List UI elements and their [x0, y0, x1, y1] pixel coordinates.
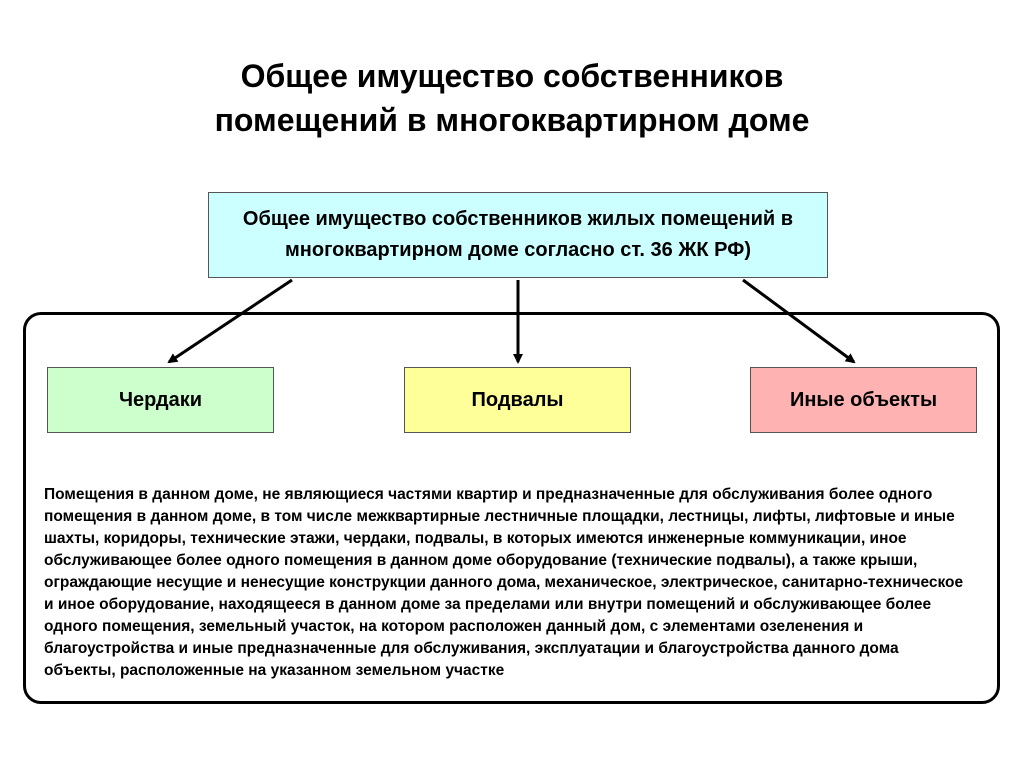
description-line: шахты, коридоры, технические этажи, чердаки, подвалы, в которых имеются инженерные коммуникации, иное	[44, 530, 907, 547]
root-line-1: Общее имущество собственников жилых помещений в	[242, 208, 794, 230]
description-line: обслуживающее более одного помещения в данном доме оборудование (технические подвалы), а также крыши,	[44, 552, 918, 569]
description-line: одного помещения, земельный участок, на котором расположен данный дом, с элементами озеленения и	[44, 618, 864, 635]
title-line-2: помещений в многоквартирном доме	[214, 102, 810, 138]
description-line: Помещения в данном доме, не являющиеся частями квартир и предназначенные для обслуживания более одного	[44, 486, 933, 503]
title-line-1: Общее имущество собственников	[240, 58, 784, 94]
node-attics	[47, 367, 274, 433]
node-other-objects	[750, 367, 977, 433]
node-basements	[404, 367, 631, 433]
diagram-title	[0, 54, 1024, 142]
root-node	[208, 192, 828, 278]
description-line: и иное оборудование, находящееся в данном доме за пределами или внутри помещений и обслуживающее более	[44, 596, 932, 613]
description-text	[44, 484, 994, 682]
description-line: объекты, расположенные на указанном земельном участке	[44, 662, 505, 679]
description-line: ограждающие несущие и ненесущие конструкции данного дома, механическое, электрическое, санитарно-техническое	[44, 574, 964, 591]
description-line: помещения в данном доме, в том числе межквартирные лестничные площадки, лестницы, лифты, лифтовые и иные	[44, 508, 955, 525]
root-line-2: многоквартирном доме согласно ст. 36 ЖК РФ)	[284, 239, 751, 261]
node-other-objects-label: Иные объекты	[789, 388, 938, 411]
node-attics-label: Чердаки	[118, 388, 203, 411]
node-basements-label: Подвалы	[471, 388, 564, 411]
description-line: благоустройства и иные предназначенные для обслуживания, эксплуатации и благоустройства данного дома	[44, 640, 899, 657]
